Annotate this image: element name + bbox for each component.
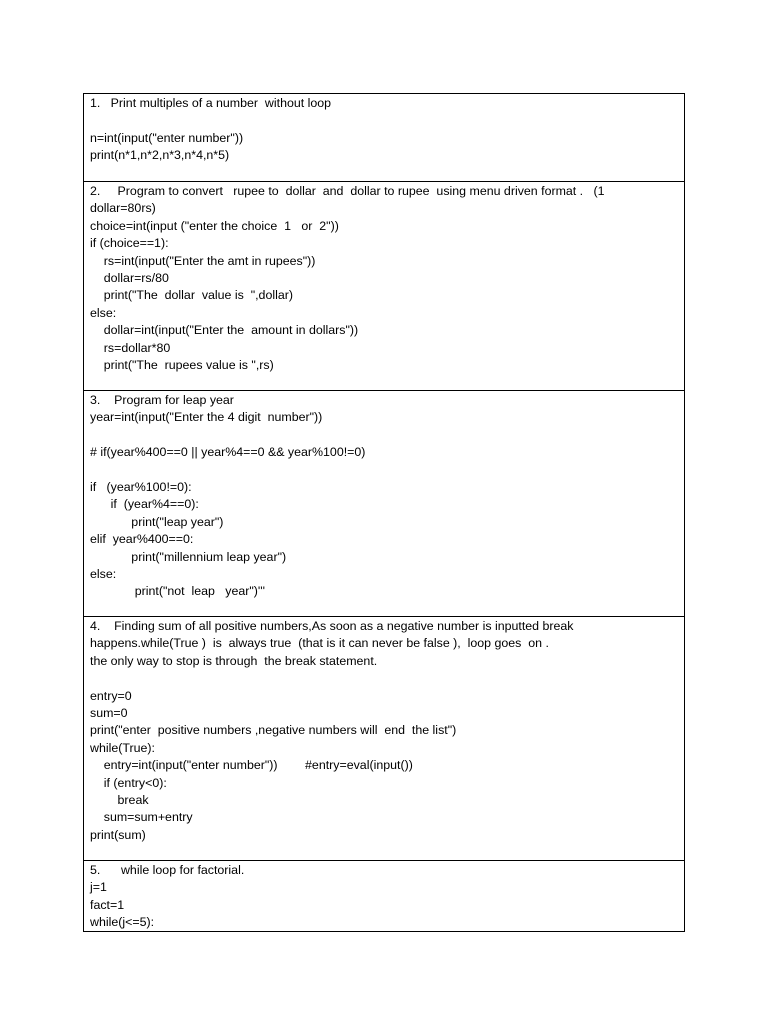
table-cell-multiples	[84, 94, 684, 182]
code-line: dollar=int(input("Enter the amount in dollars"))	[90, 323, 359, 338]
code-line: else:	[90, 567, 117, 582]
code-line: 5. while loop for factorial.	[90, 863, 245, 877]
code-line: rs=dollar*80	[90, 340, 171, 355]
code-line: entry=0	[90, 688, 132, 703]
table-cell-leap-year	[84, 391, 684, 617]
code-line: entry=int(input("enter number")) #entry=eval(input())	[90, 758, 413, 773]
code-line: 4. Finding sum of all positive numbers,As soon as a negative number is inputted break	[90, 619, 574, 633]
code-line: happens.while(True ) is always true (that is it can never be false ), loop goes on .	[90, 636, 549, 651]
code-line: if (year%4==0):	[90, 497, 199, 512]
table-cell-currency-converter	[84, 182, 684, 391]
code-line: print(sum)	[90, 827, 146, 842]
code-line: print("millennium leap year")	[90, 549, 287, 564]
code-line: print("not leap year")'''	[90, 584, 265, 599]
code-line: j=1	[90, 880, 107, 895]
table-cell-sum-positive	[84, 617, 684, 861]
code-line: # if(year%400==0 || year%4==0 && year%100!=0)	[90, 445, 366, 460]
code-line: the only way to stop is through the break statement.	[90, 653, 378, 668]
code-line: if (choice==1):	[90, 236, 169, 251]
code-line: if (entry<0):	[90, 775, 167, 790]
code-line	[90, 427, 678, 444]
code-line: if (year%100!=0):	[90, 480, 192, 494]
code-examples-table	[83, 93, 685, 932]
code-line: sum=sum+entry	[90, 810, 193, 825]
code-line: rs=int(input("Enter the amt in rupees"))	[90, 253, 316, 268]
code-line	[90, 670, 678, 687]
code-line: 3. Program for leap year	[90, 393, 234, 407]
code-line: print("leap year")	[90, 514, 224, 529]
code-line: 2. Program to convert rupee to dollar and dollar to rupee using menu driven format . (1	[90, 184, 605, 198]
code-line: while(True):	[90, 740, 155, 755]
code-line: else:	[90, 305, 117, 320]
code-line: n=int(input("enter number"))	[90, 130, 244, 145]
code-line: print("enter positive numbers ,negative numbers will end the list")	[90, 723, 457, 738]
code-line: dollar=80rs)	[90, 201, 156, 216]
code-line: while(j<=5):	[90, 915, 155, 930]
code-line: choice=int(input ("enter the choice 1 or 2"))	[90, 218, 339, 233]
code-line	[90, 112, 678, 129]
code-line: 1. Print multiples of a number without loop	[90, 96, 332, 110]
code-line: year=int(input("Enter the 4 digit number"))	[90, 410, 323, 425]
code-line: fact=1	[90, 897, 125, 912]
code-line: print("The dollar value is ",dollar)	[90, 288, 293, 303]
code-line: print("The rupees value is ",rs)	[90, 358, 274, 373]
table-cell-factorial	[84, 861, 684, 931]
code-line: dollar=rs/80	[90, 271, 169, 286]
code-line	[90, 462, 678, 479]
code-line: break	[90, 793, 149, 808]
code-line: print(n*1,n*2,n*3,n*4,n*5)	[90, 148, 230, 163]
code-line: elif year%400==0:	[90, 532, 194, 547]
code-line: sum=0	[90, 706, 128, 721]
